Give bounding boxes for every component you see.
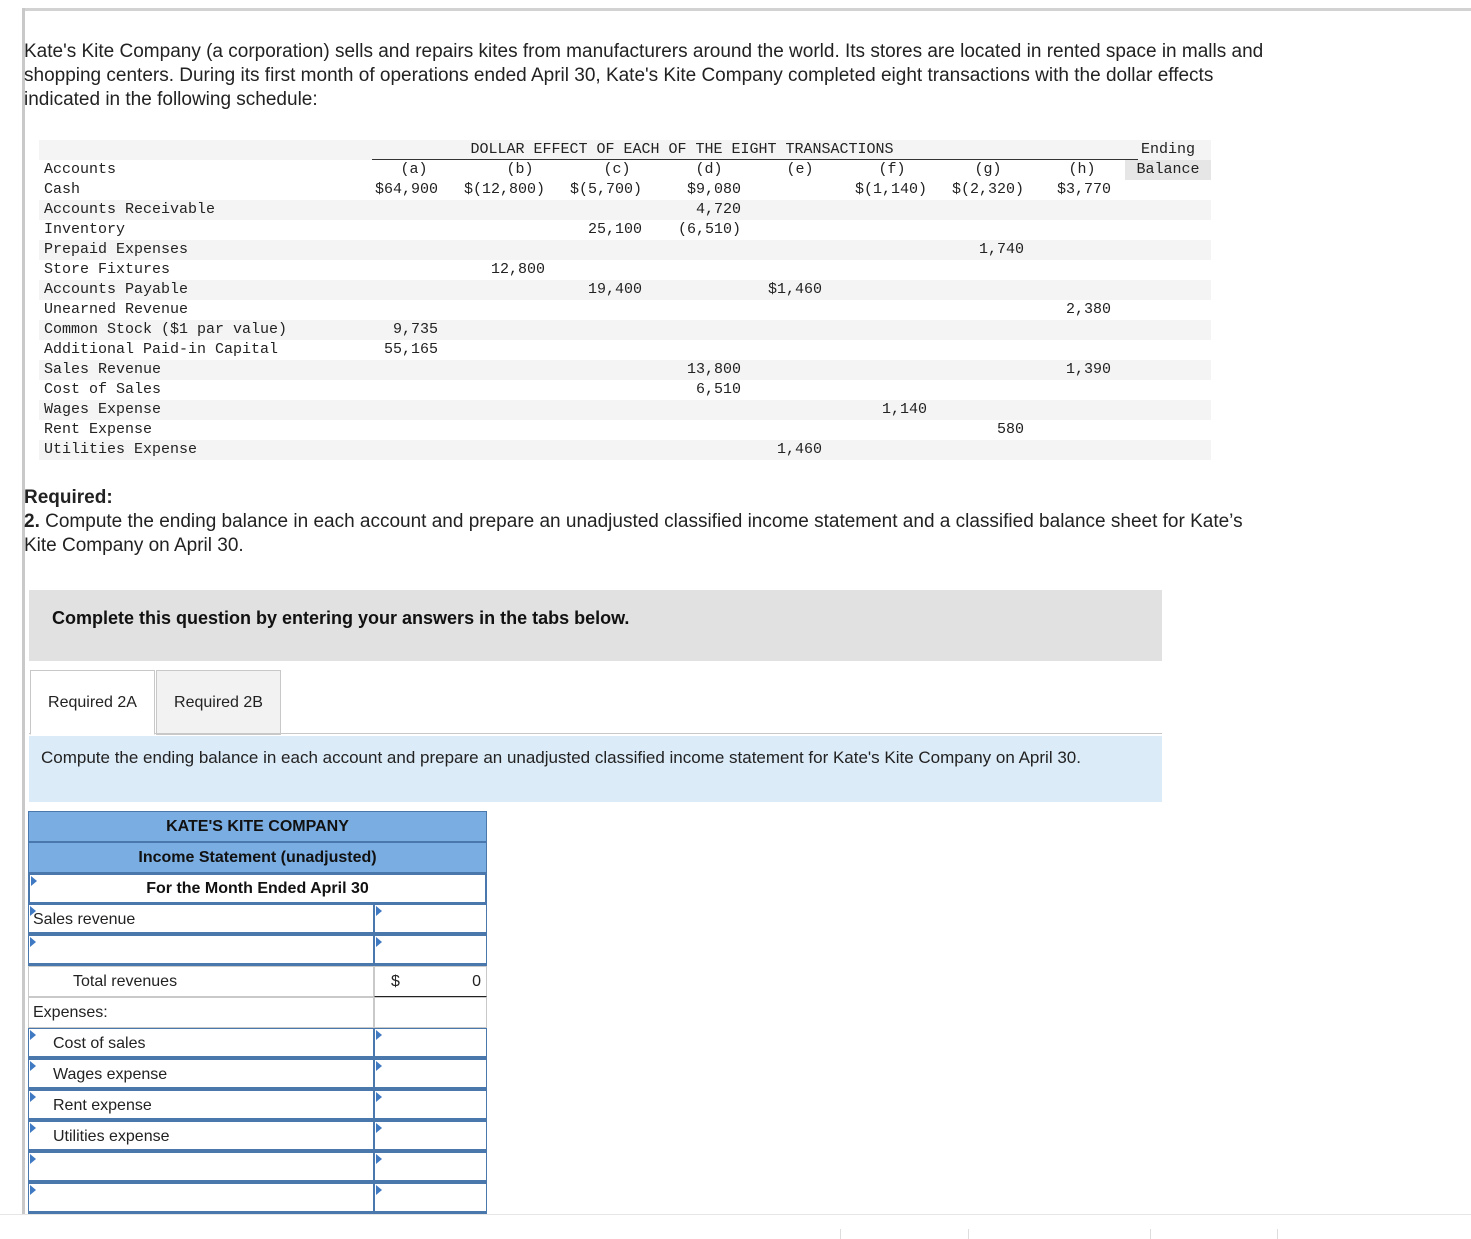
amount-d: 4,720 — [695, 201, 741, 218]
row-rent-expense — [28, 1090, 487, 1121]
schedule-row — [39, 180, 1211, 200]
row-total-revenues — [28, 966, 487, 997]
input-marker-icon — [376, 1123, 382, 1133]
amount-g: 1,740 — [978, 241, 1024, 258]
required-number: 2. — [24, 511, 40, 532]
account-name: Inventory — [44, 221, 126, 238]
input-marker-icon — [30, 1030, 36, 1040]
col-header-f: (f) — [878, 161, 906, 178]
schedule-row — [39, 400, 1211, 420]
amount-f: 1,140 — [881, 401, 927, 418]
amount-g: $(2,320) — [951, 181, 1024, 198]
expenses-header-amount — [374, 997, 487, 1028]
total-revenues-amount — [374, 966, 487, 997]
schedule-row — [39, 260, 1211, 280]
company-name: KATE'S KITE COMPANY — [28, 811, 487, 842]
sales-revenue-amount-input[interactable] — [374, 904, 487, 935]
blank-expense-amount-input-1[interactable] — [374, 1152, 487, 1183]
amount-a: 9,735 — [392, 321, 438, 338]
schedule-row — [39, 320, 1211, 340]
statement-period[interactable] — [28, 873, 487, 904]
amount-c: $(5,700) — [569, 181, 642, 198]
input-marker-icon — [30, 1092, 36, 1102]
group-header: DOLLAR EFFECT OF EACH OF THE EIGHT TRANSACTIONS — [470, 141, 894, 158]
amount-e: $1,460 — [767, 281, 822, 298]
amount-d: 6,510 — [695, 381, 741, 398]
tab-prompt-text: Compute the ending balance in each account and prepare an unadjusted classified income statement for Kate's Kite Company on April 30. — [41, 748, 1081, 767]
bottom-toolbar-strip — [0, 1214, 1471, 1239]
tab-divider — [29, 733, 1162, 734]
statement-period-text: For the Month Ended April 30 — [146, 880, 369, 897]
input-marker-icon — [376, 937, 382, 947]
row-blank-expense-1 — [28, 1152, 487, 1183]
blank-expense-label-input-1[interactable] — [28, 1152, 374, 1183]
amount-d: 13,800 — [686, 361, 741, 378]
amount-h: $3,770 — [1056, 181, 1111, 198]
utilities-expense-text: Utilities expense — [53, 1128, 170, 1145]
wages-expense-text: Wages expense — [53, 1066, 168, 1083]
account-name: Common Stock ($1 par value) — [44, 321, 288, 338]
account-name: Cash — [44, 181, 81, 198]
amount-b: 12,800 — [490, 261, 545, 278]
input-marker-icon — [376, 1030, 382, 1040]
wages-expense-label — [28, 1059, 374, 1090]
amount-h: 2,380 — [1065, 301, 1111, 318]
account-name: Prepaid Expenses — [44, 241, 189, 258]
col-header-c: (c) — [603, 161, 631, 178]
instruction-text: Complete this question by entering your answers in the tabs below. — [52, 608, 630, 628]
required-text: Compute the ending balance in each account and prepare an unadjusted classified income statement and a classified balance sheet for Kate’s Kite Company on April 30. — [24, 511, 1243, 556]
statement-title: Income Statement (unadjusted) — [28, 842, 487, 873]
input-marker-icon — [31, 876, 37, 886]
account-name: Sales Revenue — [44, 361, 162, 378]
utilities-expense-label — [28, 1121, 374, 1152]
rent-expense-label — [28, 1090, 374, 1121]
rent-expense-amount-input[interactable] — [374, 1090, 487, 1121]
input-marker-icon — [376, 1061, 382, 1071]
tab-required-2b[interactable]: Required 2B — [156, 670, 281, 735]
sales-revenue-label — [28, 904, 374, 935]
required-label: Required: — [24, 487, 113, 508]
tab-prompt-box — [29, 736, 1162, 802]
row-sales-revenue — [28, 904, 487, 935]
amount-f: $(1,140) — [854, 181, 927, 198]
blank-expense-amount-input-2[interactable] — [374, 1183, 487, 1214]
amount-a: $64,900 — [374, 181, 438, 198]
account-name: Store Fixtures — [44, 261, 171, 278]
cost-of-sales-amount-input[interactable] — [374, 1028, 487, 1059]
amount-c: 19,400 — [587, 281, 642, 298]
blank-revenue-amount-input[interactable] — [374, 935, 487, 966]
input-marker-icon — [30, 1185, 36, 1195]
schedule-row — [39, 300, 1211, 320]
content-frame-left — [22, 8, 25, 1214]
currency-symbol: $ — [391, 973, 400, 990]
amount-h: 1,390 — [1065, 361, 1111, 378]
schedule-row — [39, 440, 1211, 460]
input-marker-icon — [30, 906, 36, 916]
input-marker-icon — [376, 906, 382, 916]
schedule-row — [39, 360, 1211, 380]
blank-expense-label-input-2[interactable] — [28, 1183, 374, 1214]
account-name: Unearned Revenue — [44, 301, 189, 318]
col-header-h: (h) — [1068, 161, 1096, 178]
schedule-row — [39, 280, 1211, 300]
ending-header-2: Balance — [1136, 161, 1200, 178]
total-revenues-value: 0 — [472, 973, 481, 990]
schedule-row — [39, 240, 1211, 260]
account-name: Wages Expense — [44, 401, 162, 418]
cost-of-sales-label — [28, 1028, 374, 1059]
schedule-row — [39, 420, 1211, 440]
col-header-e: (e) — [786, 161, 814, 178]
row-wages-expense — [28, 1059, 487, 1090]
amount-d: (6,510) — [677, 221, 741, 238]
schedule-row — [39, 380, 1211, 400]
account-name: Accounts Receivable — [44, 201, 216, 218]
amount-e: 1,460 — [776, 441, 822, 458]
col-header-b: (b) — [506, 161, 534, 178]
amount-b: $(12,800) — [463, 181, 545, 198]
row-cost-of-sales — [28, 1028, 487, 1059]
row-expenses-header — [28, 997, 487, 1028]
amount-a: 55,165 — [383, 341, 438, 358]
input-marker-icon — [30, 1154, 36, 1164]
rent-expense-text: Rent expense — [53, 1097, 152, 1114]
col-header-a: (a) — [400, 161, 428, 178]
schedule-header-row-1 — [39, 140, 1211, 160]
account-name: Utilities Expense — [44, 441, 198, 458]
row-utilities-expense — [28, 1121, 487, 1152]
required-section — [24, 486, 1254, 558]
col-header-d: (d) — [695, 161, 723, 178]
col-header-g: (g) — [974, 161, 1002, 178]
input-marker-icon — [376, 1154, 382, 1164]
schedule-header-row-2 — [39, 160, 1211, 180]
expenses-label: Expenses: — [28, 997, 374, 1028]
ending-header-1: Ending — [1140, 141, 1195, 158]
instruction-banner — [29, 590, 1162, 661]
amount-c: 25,100 — [587, 221, 642, 238]
cost-of-sales-text: Cost of sales — [53, 1035, 146, 1052]
input-marker-icon — [30, 1061, 36, 1071]
row-blank-revenue — [28, 935, 487, 966]
total-revenues-label: Total revenues — [28, 966, 374, 997]
accounts-header: Accounts — [44, 161, 117, 178]
input-marker-icon — [30, 937, 36, 947]
problem-intro: Kate's Kite Company (a corporation) sells and repairs kites from manufacturers around the world. Its stores are located in rented space in malls and shopping centers. During its first month of operations ended April 30, Kate's Kite Company completed eight transactions with the dollar effects indicated in the following schedule: — [24, 41, 1264, 110]
amount-g: 580 — [996, 421, 1024, 438]
input-marker-icon — [376, 1185, 382, 1195]
tab-required-2a[interactable]: Required 2A — [30, 670, 155, 735]
utilities-expense-amount-input[interactable] — [374, 1121, 487, 1152]
input-marker-icon — [30, 1123, 36, 1133]
account-name: Accounts Payable — [44, 281, 189, 298]
content-frame-top — [22, 8, 1471, 11]
amount-d: $9,080 — [686, 181, 741, 198]
wages-expense-amount-input[interactable] — [374, 1059, 487, 1090]
account-name: Additional Paid-in Capital — [44, 341, 279, 358]
account-name: Cost of Sales — [44, 381, 162, 398]
schedule-row — [39, 340, 1211, 360]
account-name: Rent Expense — [44, 421, 153, 438]
sales-revenue-text: Sales revenue — [33, 911, 136, 928]
schedule-row — [39, 220, 1211, 240]
input-marker-icon — [376, 1092, 382, 1102]
row-blank-expense-2 — [28, 1183, 487, 1214]
schedule-row — [39, 200, 1211, 220]
blank-revenue-label-input[interactable] — [28, 935, 374, 966]
